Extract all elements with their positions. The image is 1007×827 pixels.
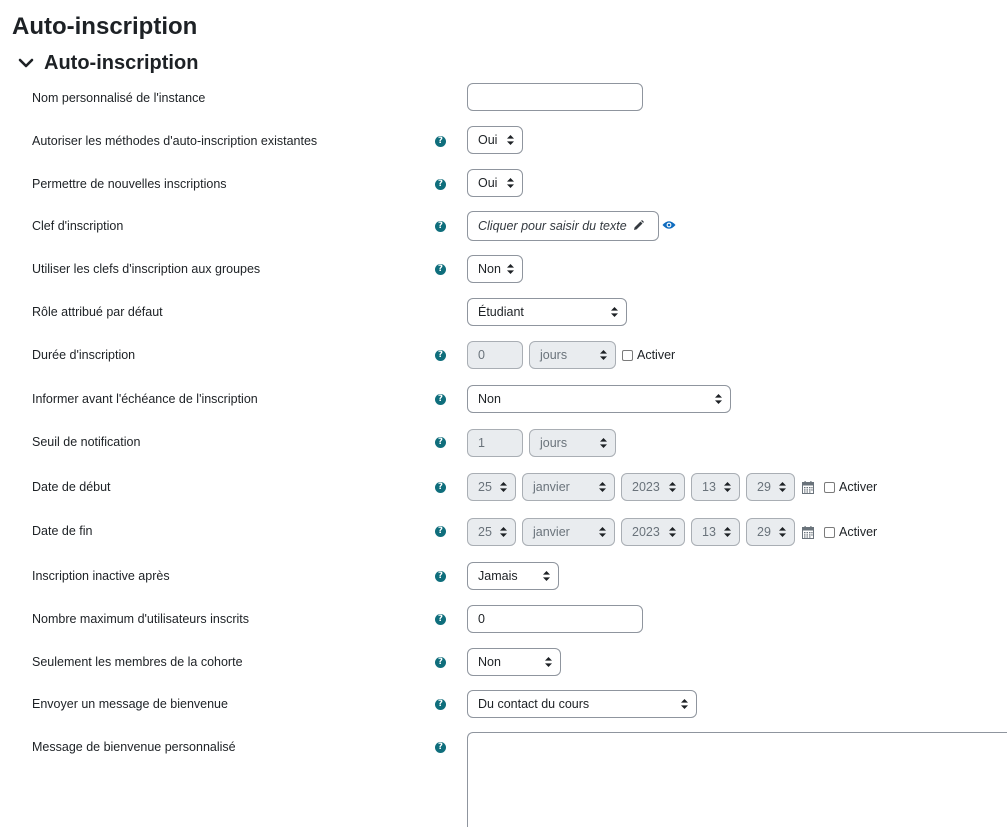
question-circle-icon[interactable]: ? <box>435 179 446 190</box>
end-date-enable-checkbox[interactable] <box>824 525 877 539</box>
checkbox-box[interactable] <box>824 527 835 538</box>
start-hour-value: 13 <box>702 480 716 494</box>
expiry-notify-value: Non <box>478 392 501 406</box>
end-year-value: 2023 <box>632 525 660 539</box>
select-arrows-icon <box>715 394 722 404</box>
question-circle-icon[interactable]: ? <box>435 394 446 405</box>
end-hour-value: 13 <box>702 525 716 539</box>
end-hour-select[interactable] <box>691 518 740 546</box>
default-role-value: Étudiant <box>478 305 524 319</box>
inactive-after-value: Jamais <box>478 569 518 583</box>
end-year-select[interactable] <box>621 518 685 546</box>
select-arrows-icon <box>724 482 731 492</box>
inactive-after-select[interactable] <box>467 562 559 590</box>
calendar-icon[interactable] <box>802 481 814 494</box>
calendar-icon[interactable] <box>802 526 814 539</box>
threshold-label: Seuil de notification <box>32 435 141 449</box>
checkbox-box[interactable] <box>622 350 633 361</box>
cohort-only-select[interactable] <box>467 648 561 676</box>
select-arrows-icon <box>600 350 607 360</box>
end-minute-select[interactable] <box>746 518 795 546</box>
select-arrows-icon <box>669 527 676 537</box>
end-day-value: 25 <box>478 525 492 539</box>
end-month-value: janvier <box>533 525 570 539</box>
question-circle-icon[interactable]: ? <box>435 614 446 625</box>
expiry-notify-label: Informer avant l'échéance de l'inscription <box>32 392 258 406</box>
select-arrows-icon <box>545 657 552 667</box>
allow-new-value: Oui <box>478 176 498 190</box>
select-arrows-icon <box>669 482 676 492</box>
custom-name-input[interactable] <box>467 83 643 111</box>
start-day-value: 25 <box>478 480 492 494</box>
select-arrows-icon <box>599 527 606 537</box>
start-month-value: janvier <box>533 480 570 494</box>
select-arrows-icon <box>611 307 618 317</box>
select-arrows-icon <box>779 482 786 492</box>
question-circle-icon[interactable]: ? <box>435 657 446 668</box>
duration-enable-checkbox[interactable] <box>622 348 675 362</box>
start-month-select[interactable] <box>522 473 615 501</box>
question-circle-icon[interactable]: ? <box>435 264 446 275</box>
question-circle-icon[interactable]: ? <box>435 482 446 493</box>
custom-name-label: Nom personnalisé de l'instance <box>32 91 206 105</box>
question-circle-icon[interactable]: ? <box>435 437 446 448</box>
select-arrows-icon <box>724 527 731 537</box>
select-arrows-icon <box>600 438 607 448</box>
section-title: Auto-inscription <box>44 52 199 74</box>
select-arrows-icon <box>500 482 507 492</box>
start-hour-select[interactable] <box>691 473 740 501</box>
default-role-label: Rôle attribué par défaut <box>32 305 163 319</box>
eye-icon[interactable] <box>662 220 676 230</box>
start-year-select[interactable] <box>621 473 685 501</box>
max-users-input[interactable]: 0 <box>467 605 643 633</box>
select-arrows-icon <box>507 178 514 188</box>
max-users-label: Nombre maximum d'utilisateurs inscrits <box>32 612 250 626</box>
welcome-value: Du contact du cours <box>478 697 590 711</box>
allow-new-label: Permettre de nouvelles inscriptions <box>32 177 227 191</box>
select-arrows-icon <box>543 571 550 581</box>
group-keys-value: Non <box>478 262 501 276</box>
expiry-notify-select[interactable] <box>467 385 731 413</box>
threshold-unit-value: jours <box>540 436 568 450</box>
section-toggle[interactable] <box>16 49 198 77</box>
default-role-select[interactable] <box>467 298 627 326</box>
end-date-label: Date de fin <box>32 524 93 538</box>
welcome-custom-textarea[interactable] <box>467 732 1007 827</box>
question-circle-icon[interactable]: ? <box>435 571 446 582</box>
question-circle-icon[interactable]: ? <box>435 221 446 232</box>
enrol-key-field[interactable] <box>467 211 659 241</box>
start-day-select[interactable] <box>467 473 516 501</box>
enrol-key-label: Clef d'inscription <box>32 219 124 233</box>
allow-existing-select[interactable] <box>467 126 523 154</box>
pencil-icon <box>633 220 644 231</box>
duration-number-input[interactable]: 0 <box>467 341 523 369</box>
chevron-down-icon <box>16 53 36 73</box>
checkbox-box[interactable] <box>824 482 835 493</box>
allow-existing-label: Autoriser les méthodes d'auto-inscription existantes <box>32 134 318 148</box>
allow-existing-value: Oui <box>478 133 498 147</box>
end-minute-value: 29 <box>757 525 771 539</box>
start-date-label: Date de début <box>32 480 111 494</box>
enrol-key-placeholder: Cliquer pour saisir du texte <box>478 219 627 233</box>
end-day-select[interactable] <box>467 518 516 546</box>
select-arrows-icon <box>681 699 688 709</box>
end-month-select[interactable] <box>522 518 615 546</box>
question-circle-icon[interactable]: ? <box>435 526 446 537</box>
start-date-enable-checkbox[interactable] <box>824 480 877 494</box>
threshold-unit-select[interactable] <box>529 429 616 457</box>
duration-enable-label: Activer <box>637 348 676 362</box>
duration-unit-select[interactable] <box>529 341 616 369</box>
duration-label: Durée d'inscription <box>32 348 136 362</box>
question-circle-icon[interactable]: ? <box>435 699 446 710</box>
group-keys-select[interactable] <box>467 255 523 283</box>
start-minute-value: 29 <box>757 480 771 494</box>
question-circle-icon[interactable]: ? <box>435 136 446 147</box>
select-arrows-icon <box>500 527 507 537</box>
select-arrows-icon <box>599 482 606 492</box>
welcome-select[interactable] <box>467 690 697 718</box>
page-title: Auto-inscription <box>12 13 198 40</box>
start-minute-select[interactable] <box>746 473 795 501</box>
welcome-label: Envoyer un message de bienvenue <box>32 697 228 711</box>
group-keys-label: Utiliser les clefs d'inscription aux groupes <box>32 262 261 276</box>
question-circle-icon[interactable]: ? <box>435 350 446 361</box>
start-date-enable-label: Activer <box>839 480 878 494</box>
question-circle-icon[interactable]: ? <box>435 742 446 753</box>
welcome-custom-label: Message de bienvenue personnalisé <box>32 740 236 754</box>
cohort-only-value: Non <box>478 655 501 669</box>
select-arrows-icon <box>779 527 786 537</box>
threshold-number-input[interactable]: 1 <box>467 429 523 457</box>
inactive-after-label: Inscription inactive après <box>32 569 170 583</box>
allow-new-select[interactable] <box>467 169 523 197</box>
cohort-only-label: Seulement les membres de la cohorte <box>32 655 243 669</box>
duration-unit-value: jours <box>540 348 568 362</box>
select-arrows-icon <box>507 264 514 274</box>
start-year-value: 2023 <box>632 480 660 494</box>
end-date-enable-label: Activer <box>839 525 878 539</box>
select-arrows-icon <box>507 135 514 145</box>
